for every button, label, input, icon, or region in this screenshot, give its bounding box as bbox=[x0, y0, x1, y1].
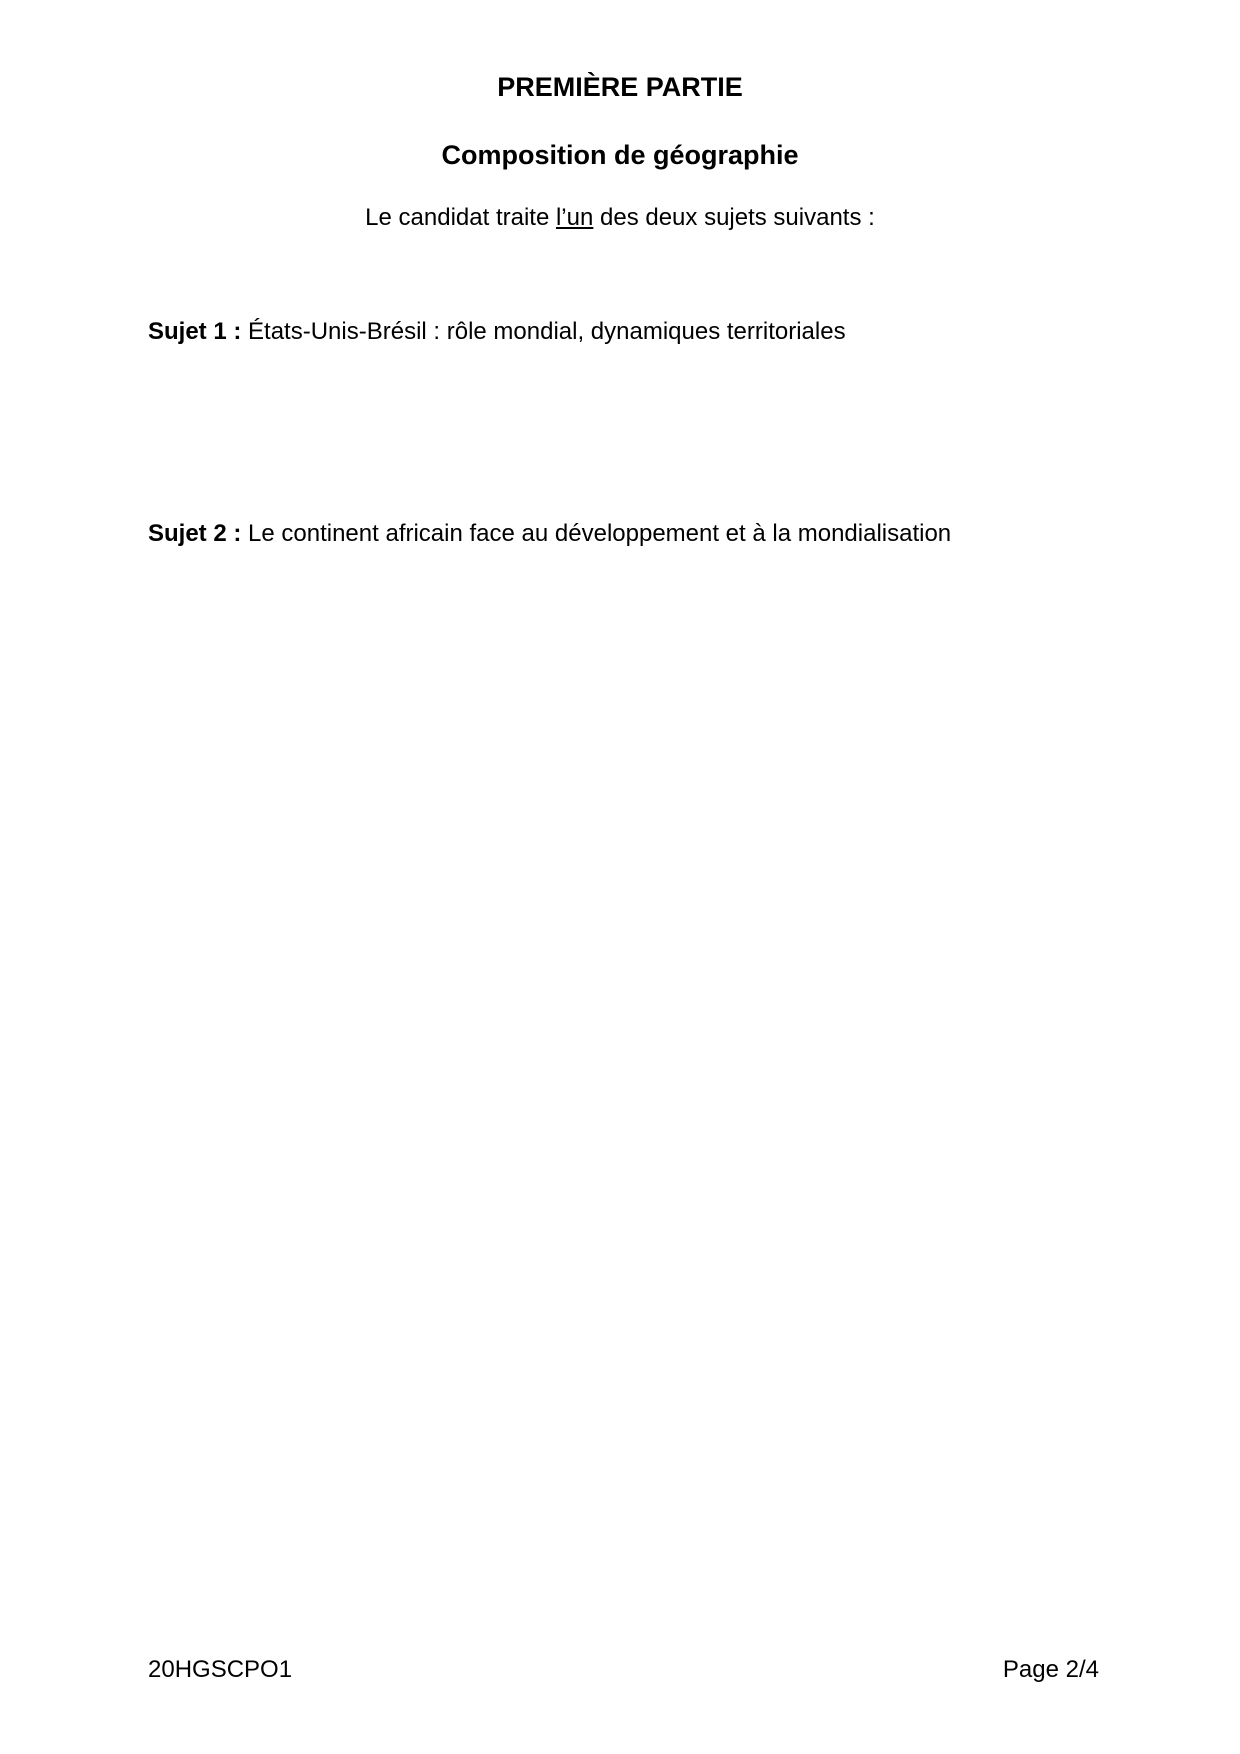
footer-exam-code: 20HGSCPO1 bbox=[148, 1656, 293, 1683]
subject-1 bbox=[148, 318, 846, 346]
subject-2-text: Le continent africain face au développement et à la mondialisation bbox=[241, 520, 952, 547]
subject-1-label: Sujet 1 : bbox=[148, 318, 242, 345]
instruction-text-after: des deux sujets suivants : bbox=[593, 204, 875, 231]
instruction-emphasis: l’un bbox=[555, 204, 594, 231]
subject-2 bbox=[148, 520, 951, 548]
footer-page-number: Page 2/4 bbox=[1002, 1656, 1099, 1683]
instruction-line bbox=[0, 204, 1240, 232]
part-title: PREMIÈRE PARTIE bbox=[497, 72, 743, 102]
instruction-text-before: Le candidat traite bbox=[365, 204, 556, 231]
section-title: Composition de géographie bbox=[441, 140, 799, 170]
subject-1-text: États-Unis-Brésil : rôle mondial, dynamiques territoriales bbox=[241, 318, 846, 345]
subject-2-label: Sujet 2 : bbox=[148, 520, 242, 547]
